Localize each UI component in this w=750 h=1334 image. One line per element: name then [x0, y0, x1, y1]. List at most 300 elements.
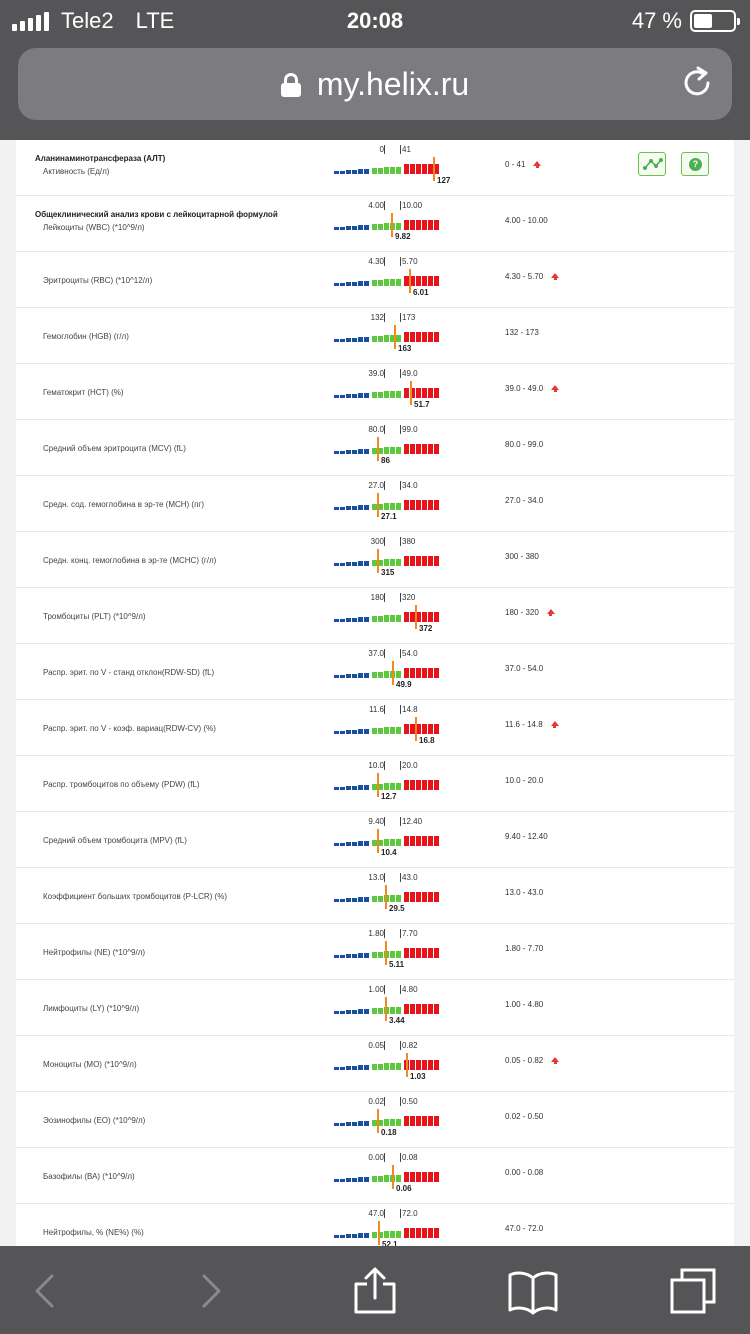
gauge-segment — [422, 556, 427, 566]
gauge-segment — [390, 167, 395, 174]
gauge-segment — [358, 225, 363, 230]
gauge-segment — [416, 668, 421, 678]
gauge-segment — [396, 839, 401, 846]
reference-gauge — [334, 588, 444, 644]
reference-gauge — [334, 476, 444, 532]
gauge-low-limit: 11.6 — [369, 705, 384, 714]
gauge-segment — [434, 948, 439, 958]
carrier-name: Tele2 — [61, 8, 114, 33]
gauge-segment — [404, 724, 409, 734]
gauge-segment — [334, 171, 339, 174]
result-row — [16, 364, 734, 420]
gauge-segment — [396, 167, 401, 174]
gauge-segment — [364, 1177, 369, 1182]
gauge-segment — [390, 447, 395, 454]
reference-range — [505, 272, 559, 281]
reference-range — [505, 944, 543, 953]
gauge-segment — [372, 616, 377, 622]
gauge-segment — [428, 612, 433, 622]
reference-range-text: 4.30 - 5.70 — [505, 272, 544, 281]
gauge-segment — [404, 444, 409, 454]
gauge-segment — [340, 619, 345, 622]
gauge-segment — [416, 1060, 421, 1070]
test-name: Активность (Ед/л) — [43, 167, 110, 176]
reference-range — [505, 384, 559, 393]
gauge-segment — [428, 1116, 433, 1126]
gauge-segment — [358, 505, 363, 510]
test-name: Эозинофилы (ЕО) (*10^9/л) — [43, 1116, 146, 1125]
reference-range-text: 80.0 - 99.0 — [505, 440, 544, 449]
result-row — [16, 700, 734, 756]
tabs-icon[interactable] — [668, 1266, 718, 1316]
gauge-segment — [410, 892, 415, 902]
gauge-segment — [390, 615, 395, 622]
gauge-segment — [396, 447, 401, 454]
gauge-segment — [358, 169, 363, 174]
above-range-icon — [547, 609, 555, 614]
gauge-segment — [416, 276, 421, 286]
gauge-segment — [346, 1066, 351, 1070]
reference-range — [505, 888, 543, 897]
gauge-segment — [372, 1064, 377, 1070]
gauge-segment — [346, 282, 351, 286]
gauge-segment — [384, 559, 389, 566]
gauge-segment — [358, 1065, 363, 1070]
gauge-high-limit: 49.0 — [402, 369, 418, 378]
result-row — [16, 588, 734, 644]
gauge-segment — [352, 842, 357, 846]
gauge-low-limit: 9.40 — [368, 817, 384, 826]
back-icon[interactable] — [20, 1266, 70, 1316]
reference-range — [505, 496, 543, 505]
gauge-segment — [340, 731, 345, 734]
gauge-segment — [390, 951, 395, 958]
gauge-scale — [334, 444, 436, 454]
gauge-segment — [390, 1063, 395, 1070]
gauge-segment — [340, 1123, 345, 1126]
gauge-scale — [334, 724, 436, 734]
gauge-segment — [372, 168, 377, 174]
gauge-segment — [422, 388, 427, 398]
reference-range — [505, 440, 543, 449]
gauge-segment — [364, 393, 369, 398]
bookmarks-icon[interactable] — [508, 1266, 558, 1316]
gauge-segment — [434, 388, 439, 398]
gauge-segment — [396, 1063, 401, 1070]
battery-percent: 47 % — [631, 8, 682, 33]
gauge-segment — [378, 952, 383, 958]
result-value: 127 — [437, 176, 451, 185]
gauge-segment — [428, 1228, 433, 1238]
gauge-low-tick — [384, 369, 385, 378]
test-name: Коэффициент больших тромбоцитов (P-LCR) (%) — [43, 892, 227, 901]
reference-gauge — [334, 532, 444, 588]
gauge-segment — [352, 1066, 357, 1070]
gauge-segment — [364, 1065, 369, 1070]
gauge-segment — [410, 1172, 415, 1182]
gauge-segment — [396, 671, 401, 678]
gauge-segment — [390, 1231, 395, 1238]
gauge-segment — [358, 841, 363, 846]
gauge-segment — [434, 276, 439, 286]
result-row — [16, 812, 734, 868]
gauge-segment — [410, 500, 415, 510]
gauge-segment — [384, 839, 389, 846]
browser-toolbar — [0, 1246, 750, 1334]
gauge-segment — [384, 615, 389, 622]
gauge-segment — [434, 1004, 439, 1014]
above-range-icon — [551, 721, 559, 726]
gauge-segment — [346, 1234, 351, 1238]
gauge-low-tick — [384, 1097, 385, 1106]
gauge-low-limit: 1.80 — [368, 929, 384, 938]
gauge-segment — [334, 1179, 339, 1182]
reference-gauge — [334, 1148, 444, 1204]
gauge-high-limit: 41 — [402, 145, 411, 154]
reference-range-text: 13.0 - 43.0 — [505, 888, 544, 897]
gauge-segment — [378, 1008, 383, 1014]
gauge-high-limit: 99.0 — [402, 425, 418, 434]
result-row — [16, 644, 734, 700]
gauge-segment — [334, 843, 339, 846]
gauge-segment — [428, 500, 433, 510]
gauge-high-tick — [400, 593, 401, 602]
gauge-segment — [334, 1235, 339, 1238]
gauge-segment — [384, 223, 389, 230]
gauge-scale — [334, 220, 436, 230]
gauge-segment — [404, 780, 409, 790]
gauge-segment — [384, 1063, 389, 1070]
result-row — [16, 308, 734, 364]
gauge-segment — [334, 731, 339, 734]
gauge-segment — [416, 500, 421, 510]
reference-range-text: 39.0 - 49.0 — [505, 384, 544, 393]
gauge-segment — [416, 780, 421, 790]
gauge-segment — [364, 617, 369, 622]
reference-gauge — [334, 980, 444, 1036]
trend-chart-button[interactable] — [638, 152, 666, 176]
gauge-segment — [428, 836, 433, 846]
gauge-segment — [404, 388, 409, 398]
result-row — [16, 868, 734, 924]
gauge-scale — [334, 612, 436, 622]
gauge-segment — [384, 503, 389, 510]
gauge-segment — [340, 171, 345, 174]
reference-range-text: 4.00 - 10.00 — [505, 216, 548, 225]
gauge-segment — [396, 391, 401, 398]
gauge-segment — [404, 220, 409, 230]
gauge-segment — [416, 836, 421, 846]
gauge-segment — [334, 955, 339, 958]
gauge-segment — [340, 1067, 345, 1070]
test-name: Лейкоциты (WBC) (*10^9/л) — [43, 223, 145, 232]
gauge-segment — [364, 337, 369, 342]
gauge-segment — [416, 892, 421, 902]
gauge-segment — [358, 729, 363, 734]
gauge-segment — [434, 556, 439, 566]
gauge-segment — [352, 674, 357, 678]
gauge-segment — [410, 780, 415, 790]
test-name: Средний объем эритроцита (MCV) (fL) — [43, 444, 186, 453]
gauge-low-tick — [384, 985, 385, 994]
results-page — [16, 140, 734, 1246]
reference-range — [505, 216, 548, 225]
gauge-segment — [346, 1122, 351, 1126]
gauge-segment — [340, 507, 345, 510]
test-name: Распр. эрит. по V - станд отклон(RDW-SD) (fL) — [43, 668, 215, 677]
gauge-segment — [372, 392, 377, 398]
gauge-segment — [334, 395, 339, 398]
gauge-high-limit: 5.70 — [402, 257, 418, 266]
gauge-segment — [340, 675, 345, 678]
gauge-segment — [352, 898, 357, 902]
gauge-segment — [346, 1010, 351, 1014]
gauge-segment — [334, 619, 339, 622]
gauge-segment — [422, 724, 427, 734]
reference-range-text: 0.05 - 0.82 — [505, 1056, 544, 1065]
gauge-segment — [434, 220, 439, 230]
gauge-segment — [372, 1176, 377, 1182]
reference-range-text: 1.80 - 7.70 — [505, 944, 544, 953]
gauge-value-marker — [392, 661, 394, 685]
result-value: 51.7 — [414, 400, 430, 409]
gauge-value-marker — [410, 381, 412, 405]
above-range-icon — [551, 385, 559, 390]
gauge-segment — [396, 223, 401, 230]
gauge-segment — [422, 276, 427, 286]
test-name: Распр. тромбоцитов по объему (PDW) (fL) — [43, 780, 200, 789]
gauge-segment — [416, 164, 421, 174]
gauge-segment — [384, 1231, 389, 1238]
gauge-high-limit: 320 — [402, 593, 416, 602]
gauge-segment — [396, 1007, 401, 1014]
gauge-low-limit: 132 — [370, 313, 384, 322]
gauge-segment — [364, 953, 369, 958]
gauge-segment — [428, 780, 433, 790]
gauge-segment — [334, 675, 339, 678]
gauge-segment — [334, 787, 339, 790]
reference-range — [505, 1168, 543, 1177]
gauge-high-tick — [400, 313, 401, 322]
help-button[interactable] — [681, 152, 709, 176]
gauge-segment — [352, 786, 357, 790]
gauge-low-tick — [384, 929, 385, 938]
gauge-segment — [358, 1233, 363, 1238]
gauge-segment — [410, 668, 415, 678]
gauge-low-tick — [384, 817, 385, 826]
gauge-segment — [410, 1116, 415, 1126]
result-value: 12.7 — [381, 792, 397, 801]
gauge-segment — [390, 503, 395, 510]
test-name: Нейтрофилы, % (NE%) (%) — [43, 1228, 144, 1237]
test-name: Нейтрофилы (NE) (*10^9/л) — [43, 948, 146, 957]
result-row — [16, 196, 734, 252]
lock-icon — [281, 73, 301, 97]
gauge-segment — [434, 612, 439, 622]
gauge-low-tick — [384, 873, 385, 882]
gauge-high-limit: 34.0 — [402, 481, 418, 490]
gauge-scale — [334, 388, 436, 398]
gauge-segment — [340, 227, 345, 230]
gauge-segment — [364, 225, 369, 230]
reference-gauge — [334, 812, 444, 868]
gauge-segment — [428, 1172, 433, 1182]
gauge-value-marker — [391, 213, 393, 237]
reference-range-text: 47.0 - 72.0 — [505, 1224, 544, 1233]
network-type: LTE — [135, 8, 175, 33]
reference-range — [505, 328, 539, 337]
gauge-segment — [410, 220, 415, 230]
gauge-segment — [422, 780, 427, 790]
reference-range — [505, 552, 539, 561]
gauge-segment — [422, 1060, 427, 1070]
gauge-segment — [434, 668, 439, 678]
gauge-scale — [334, 836, 436, 846]
result-value: 1.03 — [410, 1072, 426, 1081]
gauge-low-tick — [384, 1041, 385, 1050]
gauge-segment — [404, 332, 409, 342]
gauge-segment — [404, 668, 409, 678]
test-name: Средн. конц. гемоглобина в эр-те (МСНС) (г/л) — [43, 556, 217, 565]
browser-top-bar — [0, 0, 750, 140]
gauge-segment — [434, 332, 439, 342]
gauge-low-limit: 13.0 — [368, 873, 384, 882]
help-icon: ? — [689, 158, 702, 171]
gauge-high-limit: 0.08 — [402, 1153, 418, 1162]
gauge-segment — [422, 612, 427, 622]
gauge-high-limit: 72.0 — [402, 1209, 418, 1218]
gauge-segment — [372, 1232, 377, 1238]
gauge-segment — [358, 897, 363, 902]
gauge-segment — [358, 1009, 363, 1014]
gauge-segment — [410, 1060, 415, 1070]
gauge-scale — [334, 668, 436, 678]
share-icon[interactable] — [350, 1266, 400, 1316]
result-value: 5.11 — [389, 960, 405, 969]
reference-range — [505, 776, 543, 785]
gauge-high-limit: 0.50 — [402, 1097, 418, 1106]
gauge-segment — [396, 1175, 401, 1182]
gauge-segment — [390, 783, 395, 790]
gauge-segment — [410, 1004, 415, 1014]
reference-gauge — [334, 1036, 444, 1092]
gauge-segment — [364, 505, 369, 510]
gauge-segment — [404, 948, 409, 958]
gauge-segment — [378, 280, 383, 286]
gauge-value-marker — [377, 493, 379, 517]
gauge-segment — [352, 170, 357, 174]
gauge-segment — [378, 1176, 383, 1182]
gauge-segment — [422, 836, 427, 846]
gauge-low-limit: 10.0 — [368, 761, 384, 770]
gauge-segment — [346, 506, 351, 510]
gauge-segment — [416, 948, 421, 958]
gauge-low-tick — [384, 425, 385, 434]
test-group-title: Общеклинический анализ крови с лейкоцитарной формулой — [35, 210, 278, 219]
result-row — [16, 140, 734, 196]
gauge-low-tick — [384, 649, 385, 658]
result-row — [16, 924, 734, 980]
gauge-low-limit: 27.0 — [368, 481, 384, 490]
gauge-high-limit: 20.0 — [402, 761, 418, 770]
gauge-segment — [346, 674, 351, 678]
reference-range-text: 11.6 - 14.8 — [505, 720, 543, 729]
gauge-high-limit: 7.70 — [402, 929, 418, 938]
gauge-segment — [378, 392, 383, 398]
gauge-segment — [422, 1228, 427, 1238]
gauge-high-tick — [400, 1097, 401, 1106]
reference-gauge — [334, 364, 444, 420]
gauge-high-limit: 380 — [402, 537, 416, 546]
gauge-segment — [352, 1178, 357, 1182]
gauge-low-limit: 0.02 — [368, 1097, 384, 1106]
gauge-segment — [378, 336, 383, 342]
gauge-segment — [346, 450, 351, 454]
gauge-low-limit: 39.0 — [368, 369, 384, 378]
reference-range-text: 0.00 - 0.08 — [505, 1168, 544, 1177]
gauge-segment — [358, 393, 363, 398]
result-value: 27.1 — [381, 512, 397, 521]
gauge-scale — [334, 556, 436, 566]
gauge-segment — [428, 948, 433, 958]
gauge-segment — [334, 899, 339, 902]
gauge-segment — [416, 1228, 421, 1238]
address-bar[interactable] — [18, 48, 732, 120]
gauge-segment — [372, 728, 377, 734]
gauge-segment — [434, 500, 439, 510]
result-value: 16.8 — [419, 736, 435, 745]
reference-gauge — [334, 308, 444, 364]
gauge-low-limit: 4.00 — [368, 201, 384, 210]
gauge-segment — [340, 283, 345, 286]
gauge-segment — [358, 561, 363, 566]
gauge-segment — [434, 1228, 439, 1238]
gauge-scale — [334, 276, 436, 286]
reference-range — [505, 1224, 543, 1233]
gauge-segment — [352, 1234, 357, 1238]
reference-gauge — [334, 756, 444, 812]
gauge-segment — [358, 449, 363, 454]
gauge-segment — [340, 1011, 345, 1014]
gauge-segment — [352, 562, 357, 566]
gauge-low-limit: 4.30 — [368, 257, 384, 266]
gauge-segment — [372, 336, 377, 342]
gauge-segment — [428, 276, 433, 286]
gauge-segment — [434, 892, 439, 902]
gauge-segment — [416, 1116, 421, 1126]
forward-icon[interactable] — [186, 1266, 236, 1316]
gauge-segment — [416, 444, 421, 454]
gauge-high-limit: 0.82 — [402, 1041, 418, 1050]
gauge-segment — [346, 1178, 351, 1182]
gauge-high-tick — [400, 425, 401, 434]
reload-icon[interactable] — [680, 66, 714, 100]
reference-range — [505, 1000, 543, 1009]
gauge-value-marker — [377, 773, 379, 797]
test-group-title: Аланинаминотрансфераза (АЛТ) — [35, 154, 166, 163]
gauge-high-tick — [400, 929, 401, 938]
result-value: 29.5 — [389, 904, 405, 913]
gauge-segment — [378, 896, 383, 902]
gauge-segment — [352, 1122, 357, 1126]
result-value: 9.82 — [395, 232, 411, 241]
reference-range — [505, 160, 541, 169]
result-row — [16, 532, 734, 588]
gauge-segment — [340, 787, 345, 790]
reference-range — [505, 1056, 559, 1065]
gauge-segment — [340, 339, 345, 342]
gauge-segment — [404, 612, 409, 622]
